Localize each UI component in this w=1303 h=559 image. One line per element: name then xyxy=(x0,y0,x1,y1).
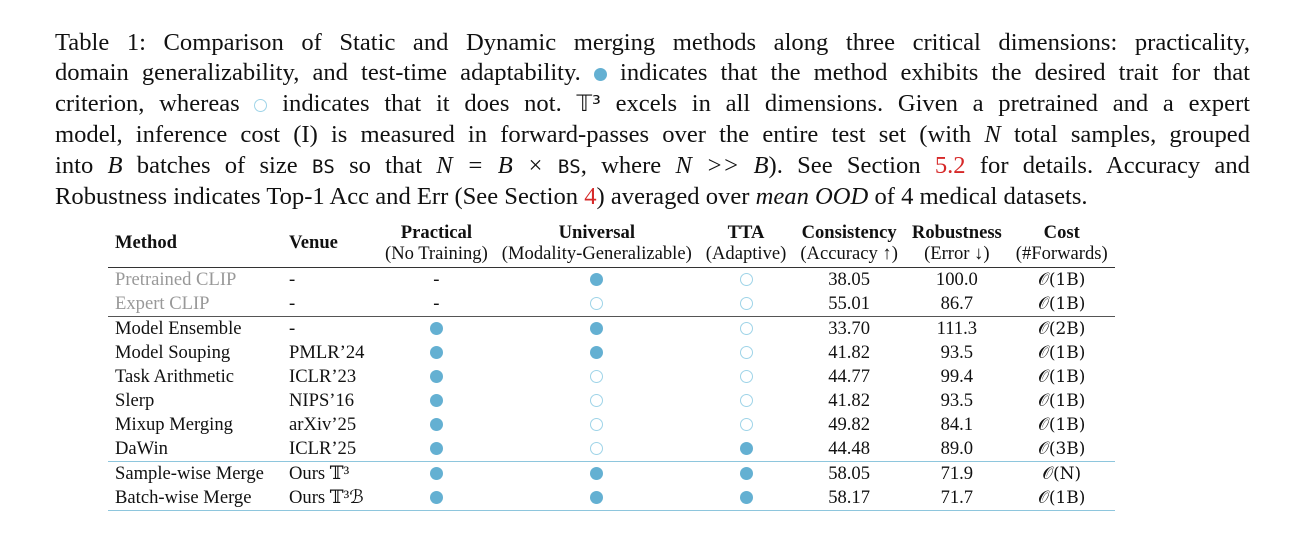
empty-circle-icon xyxy=(590,297,603,310)
empty-circle-icon xyxy=(740,418,753,431)
header-method: Method xyxy=(108,223,282,268)
venue-cell: - xyxy=(289,269,296,290)
tta-cell xyxy=(699,413,794,437)
caption-text: indicates that it does not. xyxy=(282,89,562,117)
robustness-cell: 93.5 xyxy=(940,342,974,363)
tta-cell xyxy=(699,486,794,511)
consistency-cell: 44.77 xyxy=(828,366,871,387)
venue-cell: Ours 𝕋³ xyxy=(289,463,350,484)
filled-circle-icon xyxy=(430,467,443,480)
filled-circle-icon xyxy=(430,442,443,455)
filled-circle-icon xyxy=(590,467,603,480)
empty-circle-icon xyxy=(740,394,753,407)
practical-cell: - xyxy=(378,292,495,317)
method-cell: Pretrained CLIP xyxy=(115,269,237,290)
empty-circle-icon xyxy=(740,370,753,383)
consistency-cell: 41.82 xyxy=(828,390,871,411)
filled-circle-icon xyxy=(590,346,603,359)
math-var: B xyxy=(107,151,123,179)
practical-cell xyxy=(378,486,495,511)
cost-cell: 𝒪(1B) xyxy=(1038,415,1086,435)
caption-line-2 xyxy=(55,58,1250,88)
table-row xyxy=(108,365,1115,389)
filled-circle-icon xyxy=(594,68,607,81)
header-sub: (Error ↓) xyxy=(924,242,990,264)
consistency-cell: 58.17 xyxy=(793,486,905,511)
robustness-cell: 71.7 xyxy=(905,486,1009,511)
caption-text: Robustness indicates Top-1 Acc and Err (See Section xyxy=(55,183,579,211)
header-label: Consistency xyxy=(801,222,897,243)
tta-cell xyxy=(699,268,794,293)
empty-circle-icon xyxy=(254,99,267,112)
filled-circle-icon xyxy=(740,467,753,480)
table-row xyxy=(108,389,1115,413)
filled-circle-icon xyxy=(590,491,603,504)
empty-circle-icon xyxy=(740,273,753,286)
method-cell: Slerp xyxy=(115,390,155,411)
universal-cell xyxy=(495,365,699,389)
practical-cell xyxy=(378,341,495,365)
table-row xyxy=(108,268,1115,293)
cost-cell: 𝒪(1B) xyxy=(1038,343,1086,363)
empty-circle-icon xyxy=(740,322,753,335)
table-row xyxy=(108,462,1115,487)
robustness-cell: 84.1 xyxy=(940,414,974,435)
table-header-row xyxy=(108,223,1115,268)
universal-cell xyxy=(495,462,699,487)
consistency-cell: 58.05 xyxy=(828,463,871,484)
universal-cell xyxy=(495,341,699,365)
table-row xyxy=(108,437,1115,462)
caption-text: ). See Section xyxy=(768,151,921,179)
header-sub: (Modality-Generalizable) xyxy=(501,242,692,264)
cost-cell: 𝒪(1B) xyxy=(1009,486,1115,511)
caption-text: Comparison of Static and Dynamic merging methods along three critical dimensions: practicality, xyxy=(163,29,1250,56)
math-eq: N >> B xyxy=(675,151,769,179)
robustness-cell: 111.3 xyxy=(936,318,978,339)
filled-circle-icon xyxy=(740,442,753,455)
filled-circle-icon xyxy=(740,491,753,504)
universal-cell xyxy=(495,389,699,413)
method-cell: Sample-wise Merge xyxy=(115,463,264,484)
table-caption xyxy=(55,28,1250,212)
universal-cell xyxy=(495,437,699,462)
empty-circle-icon xyxy=(590,442,603,455)
cost-cell: 𝒪(N) xyxy=(1042,464,1082,484)
filled-circle-icon xyxy=(590,322,603,335)
section-ref-link[interactable]: 4 xyxy=(584,183,597,211)
method-cell: Model Souping xyxy=(115,342,231,363)
robustness-cell: 86.7 xyxy=(905,292,1009,317)
cost-cell: 𝒪(1B) xyxy=(1038,367,1086,387)
tta-cell xyxy=(699,365,794,389)
filled-circle-icon xyxy=(430,394,443,407)
method-cell: DaWin xyxy=(108,437,282,462)
empty-circle-icon xyxy=(590,370,603,383)
caption-text: ) averaged over xyxy=(596,183,750,211)
cost-cell: 𝒪(1B) xyxy=(1038,270,1086,290)
venue-cell: - xyxy=(282,292,378,317)
filled-circle-icon xyxy=(430,346,443,359)
caption-text: , where xyxy=(580,151,662,179)
tta-cell xyxy=(699,462,794,487)
method-cell: Batch-wise Merge xyxy=(108,486,282,511)
robustness-cell: 89.0 xyxy=(905,437,1009,462)
tta-cell xyxy=(699,292,794,317)
venue-cell: ICLR’25 xyxy=(282,437,378,462)
venue-cell: PMLR’24 xyxy=(289,342,365,363)
filled-circle-icon xyxy=(430,491,443,504)
empty-circle-icon xyxy=(740,346,753,359)
caption-text: domain generalizability, and test-time adaptability. xyxy=(55,59,581,87)
math-mono: BS xyxy=(311,155,335,178)
math-var: N xyxy=(984,121,1001,149)
universal-cell xyxy=(495,317,699,342)
header-robustness xyxy=(905,223,1009,268)
practical-cell xyxy=(378,413,495,437)
filled-circle-icon xyxy=(430,370,443,383)
header-cost xyxy=(1009,223,1115,268)
table-row xyxy=(108,341,1115,365)
comparison-table xyxy=(108,223,1115,511)
caption-text: excels in all dimensions. Given a pretrained and a expert xyxy=(615,89,1251,117)
consistency-cell: 49.82 xyxy=(828,414,871,435)
caption-text: total samples, grouped xyxy=(1013,121,1250,149)
consistency-cell: 38.05 xyxy=(828,269,871,290)
math-mono: BS xyxy=(557,155,581,178)
caption-line-5 xyxy=(55,151,1250,182)
venue-cell: NIPS’16 xyxy=(289,390,355,411)
robustness-cell: 71.9 xyxy=(940,463,974,484)
header-sub: (Adaptive) xyxy=(705,242,787,264)
header-label: Cost xyxy=(1043,222,1080,243)
cost-cell: 𝒪(1B) xyxy=(1009,292,1115,317)
method-cell: Mixup Merging xyxy=(115,414,233,435)
header-tta xyxy=(699,223,794,268)
cost-cell: 𝒪(2B) xyxy=(1038,319,1086,339)
practical-cell xyxy=(378,462,495,487)
filled-circle-icon xyxy=(590,273,603,286)
tta-cell xyxy=(699,437,794,462)
method-cell: Expert CLIP xyxy=(108,292,282,317)
filled-circle-icon xyxy=(430,322,443,335)
table-row xyxy=(108,292,1115,317)
table-row xyxy=(108,317,1115,342)
header-venue: Venue xyxy=(282,223,378,268)
universal-cell xyxy=(495,413,699,437)
venue-cell: ICLR’23 xyxy=(289,366,357,387)
venue-cell: arXiv’25 xyxy=(289,414,357,435)
consistency-cell: 41.82 xyxy=(828,342,871,363)
tta-cell xyxy=(699,341,794,365)
universal-cell xyxy=(495,268,699,293)
header-universal xyxy=(495,223,699,268)
caption-italic: mean OOD xyxy=(755,183,869,211)
practical-cell xyxy=(378,437,495,462)
universal-cell xyxy=(495,486,699,511)
caption-line-6 xyxy=(55,182,1250,212)
filled-circle-icon xyxy=(430,418,443,431)
caption-text: into xyxy=(55,151,94,179)
caption-text: criterion, whereas xyxy=(55,89,240,117)
header-label: Robustness xyxy=(911,222,1002,243)
universal-cell xyxy=(495,292,699,317)
tta-cell xyxy=(699,317,794,342)
caption-text: of 4 medical datasets. xyxy=(874,183,1088,211)
caption-text: model, inference cost (I) is measured in forward-passes over the entire test set (with xyxy=(55,121,972,149)
empty-circle-icon xyxy=(740,297,753,310)
robustness-cell: 100.0 xyxy=(935,269,978,290)
header-sub: (Accuracy ↑) xyxy=(800,242,898,264)
tta-cell xyxy=(699,389,794,413)
consistency-cell: 33.70 xyxy=(828,318,871,339)
header-label: Practical xyxy=(400,222,473,243)
method-cell: Model Ensemble xyxy=(115,318,242,339)
consistency-cell: 55.01 xyxy=(793,292,905,317)
robustness-cell: 93.5 xyxy=(940,390,974,411)
header-label: TTA xyxy=(727,222,765,243)
practical-cell: - xyxy=(433,269,440,290)
practical-cell xyxy=(378,389,495,413)
header-label: Universal xyxy=(558,222,635,243)
caption-text: so that xyxy=(349,151,423,179)
practical-cell xyxy=(378,365,495,389)
caption-line-4 xyxy=(55,120,1250,150)
empty-circle-icon xyxy=(590,418,603,431)
method-cell: Task Arithmetic xyxy=(115,366,235,387)
header-practical xyxy=(378,223,495,268)
caption-line-1 xyxy=(55,28,1250,58)
table-row xyxy=(108,486,1115,511)
practical-cell xyxy=(378,317,495,342)
caption-text: batches of size xyxy=(136,151,298,179)
table-body xyxy=(108,268,1115,511)
caption-label: Table 1: xyxy=(55,29,146,56)
caption-text: for details. Accuracy and xyxy=(979,151,1250,179)
venue-cell: - xyxy=(289,318,296,339)
venue-cell: Ours 𝕋³ℬ xyxy=(282,486,378,511)
cost-cell: 𝒪(3B) xyxy=(1009,437,1115,462)
table-row xyxy=(108,413,1115,437)
section-ref-link[interactable]: 5.2 xyxy=(934,151,966,179)
t3-symbol: 𝕋³ xyxy=(576,91,601,117)
empty-circle-icon xyxy=(590,394,603,407)
robustness-cell: 99.4 xyxy=(940,366,974,387)
header-sub: (#Forwards) xyxy=(1015,242,1108,264)
cost-cell: 𝒪(1B) xyxy=(1038,391,1086,411)
consistency-cell: 44.48 xyxy=(793,437,905,462)
caption-line-3 xyxy=(55,89,1250,120)
header-sub: (No Training) xyxy=(385,242,488,264)
header-consistency xyxy=(793,223,905,268)
math-eq: N = B × xyxy=(436,151,544,179)
caption-text: indicates that the method exhibits the desired trait for that xyxy=(620,59,1251,87)
